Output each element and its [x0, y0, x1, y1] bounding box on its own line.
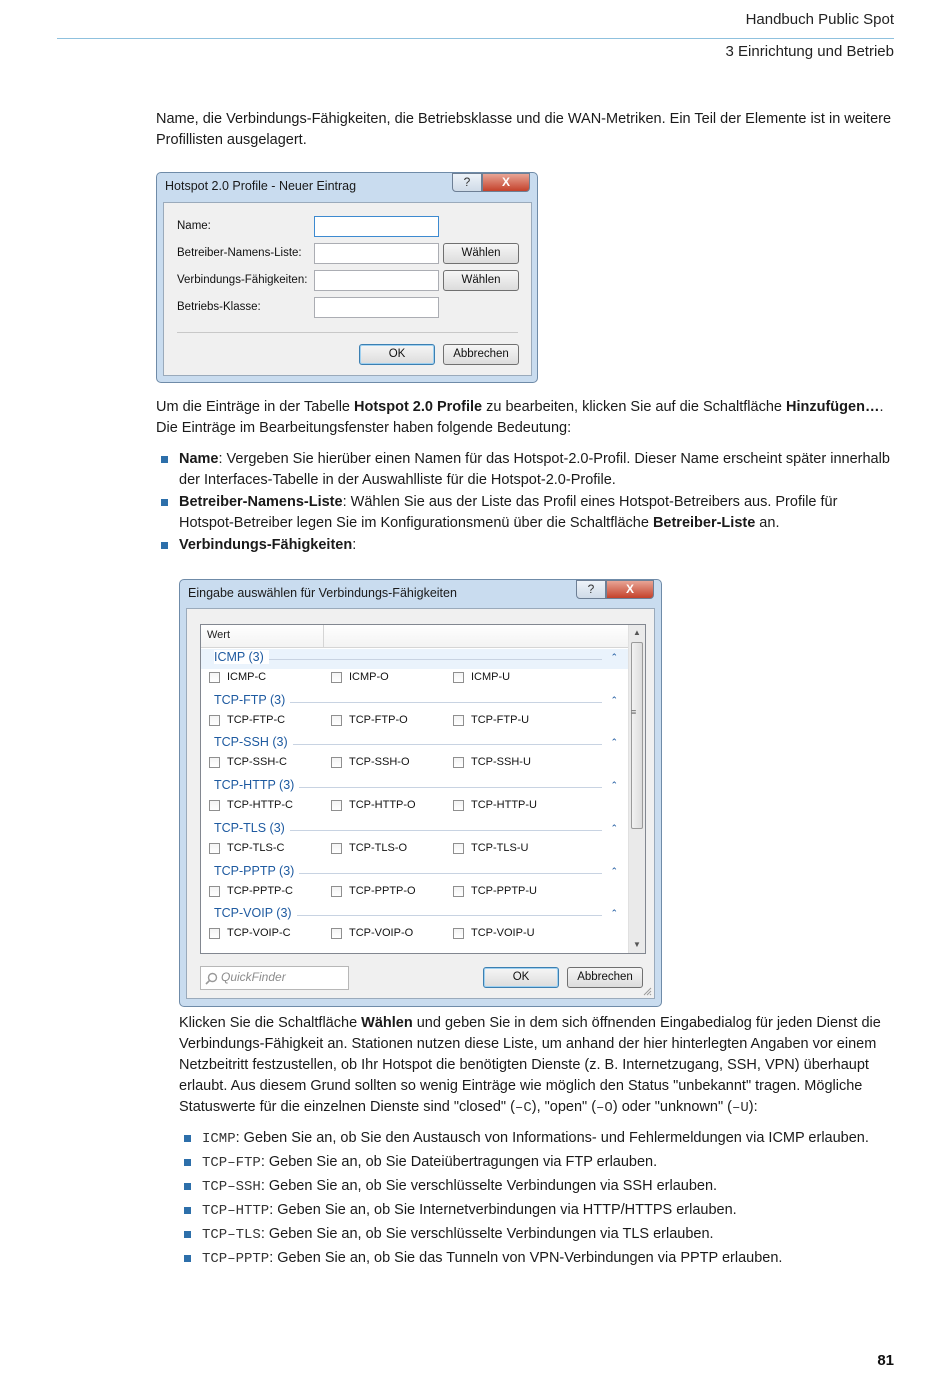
list-item [179, 1128, 896, 1150]
bullet-square-icon [184, 1255, 191, 1262]
group-name: TCP-HTTP (3) [214, 778, 299, 792]
cancel-button[interactable]: Abbrechen [443, 344, 519, 365]
service-code: TCP–SSH [202, 1179, 261, 1195]
text-run: und geben Sie in dem sich öffnenden Eingabedialog für jeden Dienst die Verbindungs-Fähigkeit an. Stationen nutzen diese Liste, um anhand der hier hinterlegten Angaben vor einem Netzbeitritt festzustellen, ob Ihr Hotspot die benötigten Dienste (z. B. Internetzugang, SSH, VPN) überhaupt erlaubt. Aus diesem Grund sollten so wenig Einträge wie möglich den Status "unbekannt" tragen. Mögliche Statuswerte für die einzelnen Dienste sind "closed" ( [179, 1015, 881, 1115]
collapse-chevron-icon[interactable]: ⌃ [610, 737, 618, 748]
item-text: : Geben Sie an, ob Sie das Tunneln von VPN-Verbindungen via PPTP erlauben. [269, 1250, 783, 1266]
group-header[interactable] [201, 905, 628, 925]
option-label: TCP-VOIP-U [471, 927, 535, 940]
text-run: Klicken Sie die Schaltfläche [179, 1015, 362, 1031]
option-checkbox[interactable] [331, 800, 342, 811]
option-label: TCP-PPTP-O [349, 884, 416, 897]
bullet-square-icon [184, 1135, 191, 1142]
choose-paragraph [179, 1013, 896, 1119]
option-label: TCP-TLS-O [349, 841, 408, 854]
group-name: TCP-FTP (3) [214, 693, 290, 707]
text-run: ): [748, 1099, 758, 1115]
text-run: Um die Einträge in der Tabelle [156, 399, 355, 415]
option-checkbox[interactable] [453, 928, 464, 939]
bullet-square-icon [161, 456, 168, 463]
dialog-body [163, 202, 532, 376]
bold-term: Hotspot 2.0 Profile [354, 399, 483, 415]
option-label: TCP-HTTP-C [227, 799, 293, 812]
column-separator [323, 625, 324, 647]
option-label: TCP-SSH-U [471, 756, 531, 769]
item-text: : Geben Sie an, ob Sie verschlüsselte Verbindungen via SSH erlauben. [260, 1178, 718, 1194]
bullet-square-icon [161, 542, 168, 549]
group-name: TCP-TLS (3) [214, 821, 290, 835]
name-label: Name: [177, 220, 211, 232]
bullet-square-icon [184, 1207, 191, 1214]
option-checkbox[interactable] [209, 800, 220, 811]
option-checkbox[interactable] [331, 672, 342, 683]
header-divider [57, 38, 894, 39]
operator-list-input[interactable] [314, 243, 439, 264]
bold-term: Betreiber-Liste [652, 515, 756, 531]
service-code: TCP–PPTP [202, 1251, 270, 1267]
bullet-square-icon [184, 1231, 191, 1238]
column-header-wert[interactable]: Wert [207, 629, 231, 641]
dialog-body [186, 608, 655, 999]
group-name: ICMP (3) [214, 650, 269, 664]
header-title: Handbuch Public Spot [745, 11, 894, 28]
field-bullet-list [156, 449, 896, 557]
option-checkbox[interactable] [453, 886, 464, 897]
group-header[interactable] [201, 777, 628, 797]
option-label: TCP-SSH-O [349, 756, 410, 769]
group-name: TCP-VOIP (3) [214, 906, 297, 920]
resize-grip-icon[interactable] [642, 986, 652, 996]
option-checkbox[interactable] [209, 843, 220, 854]
option-checkbox[interactable] [331, 886, 342, 897]
table-paragraph [156, 397, 896, 439]
group-header[interactable] [201, 692, 628, 712]
text-run: ) oder "unknown" ( [612, 1099, 732, 1115]
list-item [179, 1200, 896, 1222]
option-checkbox[interactable] [331, 928, 342, 939]
list-item [156, 449, 896, 491]
service-code: TCP–TLS [202, 1227, 261, 1243]
option-label: TCP-SSH-C [227, 756, 287, 769]
operator-list-label: Betreiber-Namens-Liste: [177, 247, 302, 259]
option-checkbox[interactable] [331, 843, 342, 854]
list-item [179, 1248, 896, 1270]
code-run: –O [596, 1100, 613, 1116]
list-item [179, 1176, 896, 1198]
search-icon [205, 972, 218, 985]
help-button[interactable]: ? [576, 580, 606, 599]
service-code: ICMP [202, 1131, 236, 1147]
choose-operator-button[interactable]: Wählen [443, 243, 519, 264]
option-label: TCP-TLS-U [471, 841, 529, 854]
option-label: TCP-FTP-U [471, 713, 530, 726]
vertical-scrollbar[interactable] [628, 625, 645, 953]
option-checkbox[interactable] [453, 843, 464, 854]
item-text: : Geben Sie an, ob Sie Internetverbindungen via HTTP/HTTPS erlauben. [269, 1202, 737, 1218]
cancel-button[interactable]: Abbrechen [567, 967, 643, 988]
bold-term: Hinzufügen… [786, 399, 880, 415]
quickfinder-placeholder: QuickFinder [221, 970, 286, 984]
collapse-chevron-icon[interactable]: ⌃ [610, 822, 618, 833]
item-text: : Vergeben Sie hierüber einen Namen für das Hotspot-2.0-Profil. Dieser Name erscheint später innerhalb der Interfaces-Tabelle in der Auswahlliste für die Hotspot-2.0-Profile. [179, 451, 890, 488]
scroll-thumb[interactable] [631, 642, 643, 829]
ok-button[interactable]: OK [483, 967, 559, 988]
bold-term: Name [179, 451, 219, 467]
bullet-square-icon [184, 1183, 191, 1190]
text-run: zu bearbeiten, klicken Sie auf die Schaltfläche [482, 399, 787, 415]
scroll-up-icon[interactable]: ▲ [633, 628, 641, 637]
collapse-chevron-icon[interactable]: ⌃ [610, 908, 618, 919]
item-text: : Geben Sie an, ob Sie verschlüsselte Verbindungen via TLS erlauben. [260, 1226, 714, 1242]
collapse-chevron-icon[interactable]: ⌃ [610, 780, 618, 791]
collapse-chevron-icon[interactable]: ⌃ [610, 694, 618, 705]
option-label: TCP-VOIP-C [227, 927, 291, 940]
header-chapter: 3 Einrichtung und Betrieb [725, 43, 894, 60]
intro-paragraph: Name, die Verbindungs-Fähigkeiten, die Betriebsklasse und die WAN-Metriken. Ein Teil der Elemente ist in weitere Profillisten ausgelagert. [156, 111, 892, 148]
operating-class-label: Betriebs-Klasse: [177, 301, 261, 313]
dialog-title: Eingabe auswählen für Verbindungs-Fähigkeiten [188, 586, 457, 600]
choose-capabilities-button[interactable]: Wählen [443, 270, 519, 291]
code-run: –U [731, 1100, 749, 1116]
value-list[interactable] [200, 624, 646, 954]
list-item [179, 1152, 896, 1174]
ok-button[interactable]: OK [359, 344, 435, 365]
code-run: –C [514, 1100, 532, 1116]
list-item [156, 535, 896, 556]
collapse-chevron-icon[interactable]: ⌃ [610, 652, 618, 662]
hotspot-profile-dialog [156, 172, 538, 383]
scroll-down-icon[interactable]: ▼ [633, 940, 641, 949]
option-checkbox[interactable] [209, 886, 220, 897]
group-divider [221, 659, 602, 660]
bullet-square-icon [184, 1159, 191, 1166]
capabilities-select-dialog [179, 579, 662, 1007]
option-label: ICMP-U [471, 671, 511, 683]
operating-class-input[interactable] [314, 297, 439, 318]
group-header[interactable] [201, 734, 628, 754]
option-label: TCP-FTP-C [227, 713, 286, 726]
option-checkbox[interactable] [331, 757, 342, 768]
close-button[interactable]: X [482, 173, 530, 192]
option-label: TCP-PPTP-U [471, 884, 537, 897]
group-header[interactable] [201, 649, 628, 669]
bold-term: Betreiber-Namens-Liste [179, 494, 343, 510]
dialog-divider [177, 332, 518, 333]
option-label: ICMP-C [227, 671, 267, 683]
help-button[interactable]: ? [452, 173, 482, 192]
group-name: TCP-PPTP (3) [214, 864, 299, 878]
option-label: TCP-PPTP-C [227, 884, 293, 897]
group-name: TCP-SSH (3) [214, 735, 293, 749]
service-bullet-list [179, 1128, 896, 1272]
close-button[interactable]: X [606, 580, 654, 599]
option-checkbox[interactable] [331, 715, 342, 726]
dialog-title: Hotspot 2.0 Profile - Neuer Eintrag [165, 179, 357, 193]
list-item [179, 1224, 896, 1246]
option-checkbox[interactable] [453, 715, 464, 726]
option-label: ICMP-O [349, 671, 389, 683]
capabilities-input[interactable] [314, 270, 439, 291]
bold-term: Wählen [361, 1015, 413, 1031]
option-label: TCP-HTTP-U [471, 799, 537, 812]
option-checkbox[interactable] [209, 757, 220, 768]
capabilities-label: Verbindungs-Fähigkeiten: [177, 274, 308, 286]
option-label: TCP-VOIP-O [349, 927, 414, 940]
quickfinder-input[interactable] [200, 966, 349, 990]
option-label: TCP-FTP-O [349, 713, 408, 726]
collapse-chevron-icon[interactable]: ⌃ [610, 865, 618, 876]
bullet-square-icon [161, 499, 168, 506]
option-label: TCP-TLS-C [227, 841, 285, 854]
option-label: TCP-HTTP-O [349, 799, 416, 812]
item-text: : Geben Sie an, ob Sie den Austausch von Informations- und Fehlermeldungen via ICMP erlauben. [235, 1130, 869, 1146]
item-text: : Geben Sie an, ob Sie Dateiübertragungen via FTP erlauben. [260, 1154, 658, 1170]
group-header[interactable] [201, 863, 628, 883]
service-code: TCP–HTTP [202, 1203, 270, 1219]
scroll-grip-icon: ≡ [631, 707, 637, 717]
option-checkbox[interactable] [209, 928, 220, 939]
option-checkbox[interactable] [453, 672, 464, 683]
item-text: an. [755, 515, 780, 531]
item-text: : [352, 537, 357, 553]
option-checkbox[interactable] [209, 715, 220, 726]
option-checkbox[interactable] [209, 672, 220, 683]
option-checkbox[interactable] [453, 757, 464, 768]
text-run: . Die Einträge im Bearbeitungsfenster haben folgende Bedeutung: [156, 399, 884, 436]
column-header [201, 625, 628, 648]
group-header[interactable] [201, 820, 628, 840]
text-run: ), "open" ( [531, 1099, 597, 1115]
name-input[interactable] [314, 216, 439, 237]
option-checkbox[interactable] [453, 800, 464, 811]
page-number: 81 [877, 1352, 894, 1369]
service-code: TCP–FTP [202, 1155, 261, 1171]
list-item [156, 492, 896, 534]
item-text: : Wählen Sie aus der Liste das Profil eines Hotspot-Betreibers aus. Profile für Hotspot-Betreiber legen Sie im Konfigurationsmenü über die Schaltfläche [179, 494, 838, 531]
bold-term: Verbindungs-Fähigkeiten [179, 537, 353, 553]
